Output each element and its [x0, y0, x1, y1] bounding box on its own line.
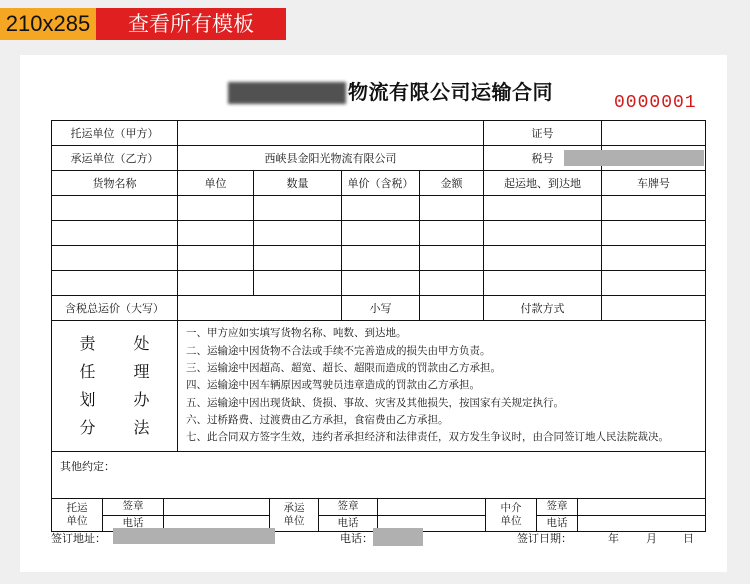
carrier-seal-label: 签章 [319, 499, 377, 516]
total-label: 含税总运价（大写） [52, 296, 178, 321]
responsibility-heading: 责 任 划 分 处 理 办 法 [52, 321, 178, 452]
serial-number: 0000001 [614, 93, 697, 113]
shipper-seal-field[interactable] [164, 499, 269, 516]
carrier-label: 承运单位（乙方） [52, 146, 178, 171]
agent-phone-label: 电话 [546, 516, 568, 529]
term-item: 二、运输途中因货物不合法或手续不完善造成的损失由甲方负责。 [186, 344, 491, 357]
date-label: 签订日期： [517, 532, 572, 545]
total-field[interactable] [178, 296, 342, 321]
agent-phone-field[interactable] [578, 516, 705, 532]
col-quantity: 数量 [254, 171, 342, 196]
term-item: 三、运输途中因超高、超宽、超长、超限而造成的罚款由乙方承担。 [186, 362, 501, 375]
day-label: 日 [683, 532, 694, 545]
terms-list [178, 321, 706, 452]
shipper-unit-label: 托运 单位 [66, 502, 88, 527]
term-item: 一、甲方应如实填写货物名称、吨数、到达地。 [186, 327, 407, 340]
goods-row[interactable] [52, 271, 706, 296]
carrier-seal-field[interactable] [378, 499, 485, 516]
footer-phone-label: 电话： [340, 532, 373, 545]
term-item: 七、此合同双方签字生效，违约者承担经济和法律责任，双方发生争议时，由合同签订地人民法院裁决。 [186, 431, 669, 444]
agent-unit-label: 中介 单位 [500, 502, 522, 527]
col-route: 起运地、到达地 [484, 171, 602, 196]
goods-row[interactable] [52, 246, 706, 271]
lowercase-field[interactable] [420, 296, 484, 321]
shipper-phone-label: 电话 [122, 516, 144, 529]
cert-label: 证号 [484, 121, 602, 146]
term-item: 六、过桥路费、过渡费由乙方承担，食宿费由乙方承担。 [186, 413, 449, 426]
col-goods-name: 货物名称 [52, 171, 178, 196]
shipper-field[interactable] [178, 121, 484, 146]
goods-row[interactable] [52, 221, 706, 246]
term-item: 四、运输途中因车辆原因或驾驶员违章造成的罚款由乙方承担。 [186, 379, 480, 392]
shipper-seal-label: 签章 [103, 499, 163, 516]
tax-redaction [564, 150, 704, 166]
other-agreement-label: 其他约定： [60, 460, 115, 473]
month-label: 月 [646, 532, 657, 545]
address-label: 签订地址： [51, 532, 106, 545]
col-plate: 车牌号 [602, 171, 706, 196]
carrier-unit-label: 承运 单位 [283, 502, 305, 527]
view-all-templates-button[interactable]: 查看所有模板 [96, 8, 286, 40]
tax-field[interactable] [602, 146, 706, 171]
col-amount: 金额 [420, 171, 484, 196]
size-tag: 210x285 [0, 8, 96, 40]
goods-row[interactable] [52, 196, 706, 221]
col-unit: 单位 [178, 171, 254, 196]
payment-label: 付款方式 [484, 296, 602, 321]
lowercase-label: 小写 [342, 296, 420, 321]
carrier-field[interactable]: 西峡县金阳光物流有限公司 [178, 146, 484, 171]
year-label: 年 [608, 532, 619, 545]
shipper-label: 托运单位（甲方） [52, 121, 178, 146]
other-agreement[interactable] [52, 452, 706, 499]
phone-redaction[interactable] [373, 528, 423, 546]
column-header-row [52, 171, 706, 196]
agent-seal-field[interactable] [578, 499, 705, 516]
carrier-phone-label: 电话 [337, 516, 359, 529]
contract-title: 物流有限公司运输合同 [348, 80, 553, 104]
address-redaction[interactable] [113, 528, 275, 544]
term-item: 五、运输途中因出现货缺、货损、事故、灾害及其他损失，按国家有关规定执行。 [186, 396, 564, 409]
agent-seal-label: 签章 [537, 499, 577, 516]
col-unit-price: 单价（含税） [342, 171, 420, 196]
tax-label: 税号 [484, 146, 602, 171]
payment-field[interactable] [602, 296, 706, 321]
contract-table [51, 120, 706, 532]
cert-field[interactable] [602, 121, 706, 146]
